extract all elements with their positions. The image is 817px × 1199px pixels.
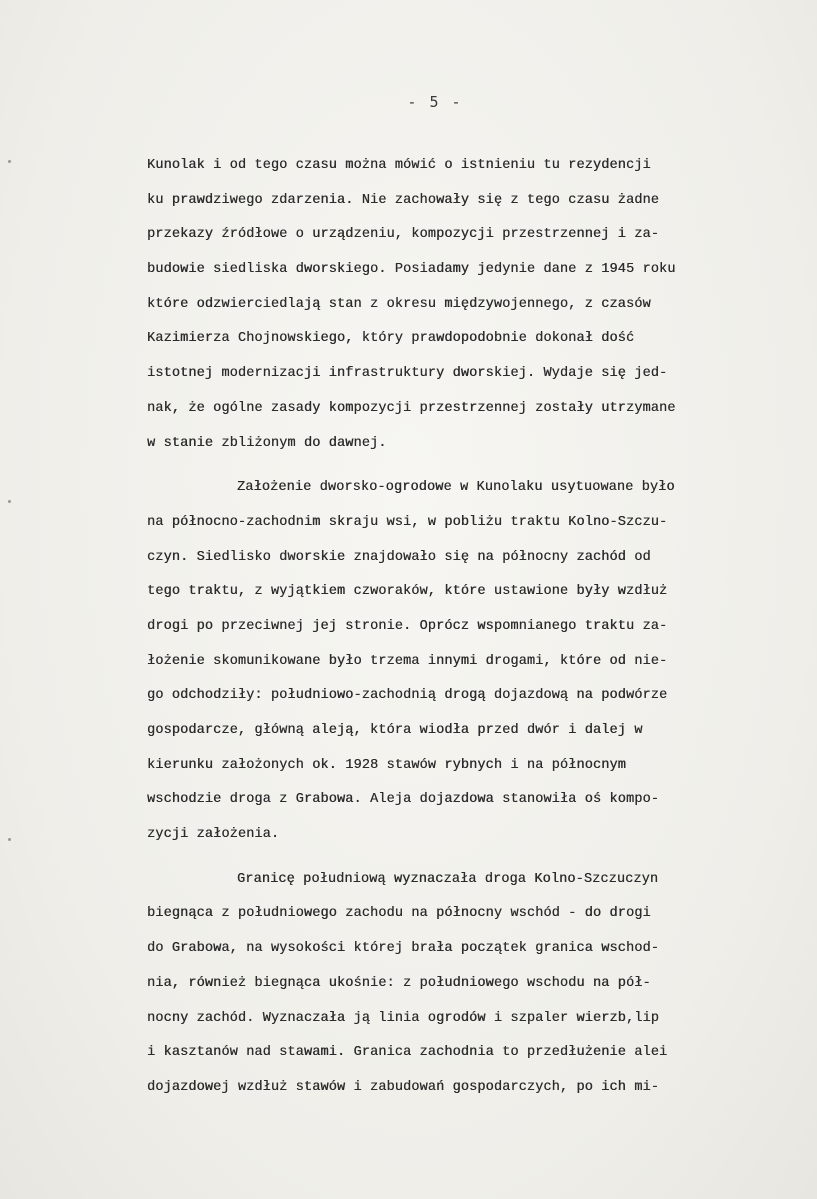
text-line: drogi po przeciwnej jej stronie. Oprócz wspomnianego traktu za- xyxy=(147,618,668,634)
text-line: Założenie dworsko-ogrodowe w Kunolaku usytuowane było xyxy=(237,480,675,496)
text-line: Granicę południową wyznaczała droga Kolno-Szczuczyn xyxy=(237,871,659,887)
margin-mark xyxy=(8,160,11,163)
margin-mark xyxy=(8,500,11,503)
paragraph-2 xyxy=(147,480,787,862)
text-line: tego traktu, z wyjątkiem czworaków, które ustawione były wzdłuż xyxy=(147,584,668,600)
text-line: budowie siedliska dworskiego. Posiadamy jedynie dane z 1945 roku xyxy=(147,262,676,278)
text-line: istotnej modernizacji infrastruktury dworskiej. Wydaje się jed- xyxy=(147,366,668,382)
text-line: w stanie zbliżonym do dawnej. xyxy=(147,435,387,451)
text-line: nak, że ogólne zasady kompozycji przestrzennej zostały utrzymane xyxy=(147,400,676,416)
text-line: zycji założenia. xyxy=(147,827,280,843)
text-line: do Grabowa, na wysokości której brała początek granica wschod- xyxy=(147,941,659,957)
text-line: na północno-zachodnim skraju wsi, w pobliżu traktu Kolno-Szczu- xyxy=(147,514,668,530)
text-line: dojazdowej wzdłuż stawów i zabudowań gospodarczych, po ich mi- xyxy=(147,1079,659,1095)
text-line: gospodarcze, główną aleją, która wiodła przed dwór i dalej w xyxy=(147,723,643,738)
text-line: łożenie skomunikowane było trzema innymi drogami, które od nie- xyxy=(147,653,668,669)
margin-mark xyxy=(8,838,11,841)
text-line: czyn. Siedlisko dworskie znajdowało się na północny zachód od xyxy=(147,549,651,565)
paragraph-1 xyxy=(147,158,787,470)
text-line: ku prawdziwego zdarzenia. Nie zachowały się z tego czasu żadne xyxy=(147,192,659,208)
text-line: kierunku założonych ok. 1928 stawów rybnych i na północnym xyxy=(147,757,626,773)
text-line: nia, również biegnąca ukośnie: z południowego wschodu na pół- xyxy=(147,975,651,991)
text-line: biegnąca z południowego zachodu na północny wschód - do drogi xyxy=(147,906,651,922)
text-line: przekazy źródłowe o urządzeniu, kompozycji przestrzennej i za- xyxy=(147,227,659,243)
body-text xyxy=(147,158,787,1115)
text-line: go odchodziły: południowo-zachodnią drogą dojazdową na podwórze xyxy=(147,688,668,704)
text-line: nocny zachód. Wyznaczała ją linia ogrodów i szpaler wierzb,lip xyxy=(147,1010,659,1026)
text-line: Kunolak i od tego czasu można mówić o istnieniu tu rezydencji xyxy=(147,158,651,173)
text-line: i kasztanów nad stawami. Granica zachodnia to przedłużenie alei xyxy=(147,1045,668,1061)
page-number: - 5 - xyxy=(407,93,463,111)
text-line: które odzwierciedlają stan z okresu międzywojennego, z czasów xyxy=(147,296,651,312)
text-line: Kazimierza Chojnowskiego, który prawdopodobnie dokonał dość xyxy=(147,331,635,347)
paragraph-3 xyxy=(147,872,787,1115)
text-line: wschodzie droga z Grabowa. Aleja dojazdowa stanowiła oś kompo- xyxy=(147,792,659,808)
